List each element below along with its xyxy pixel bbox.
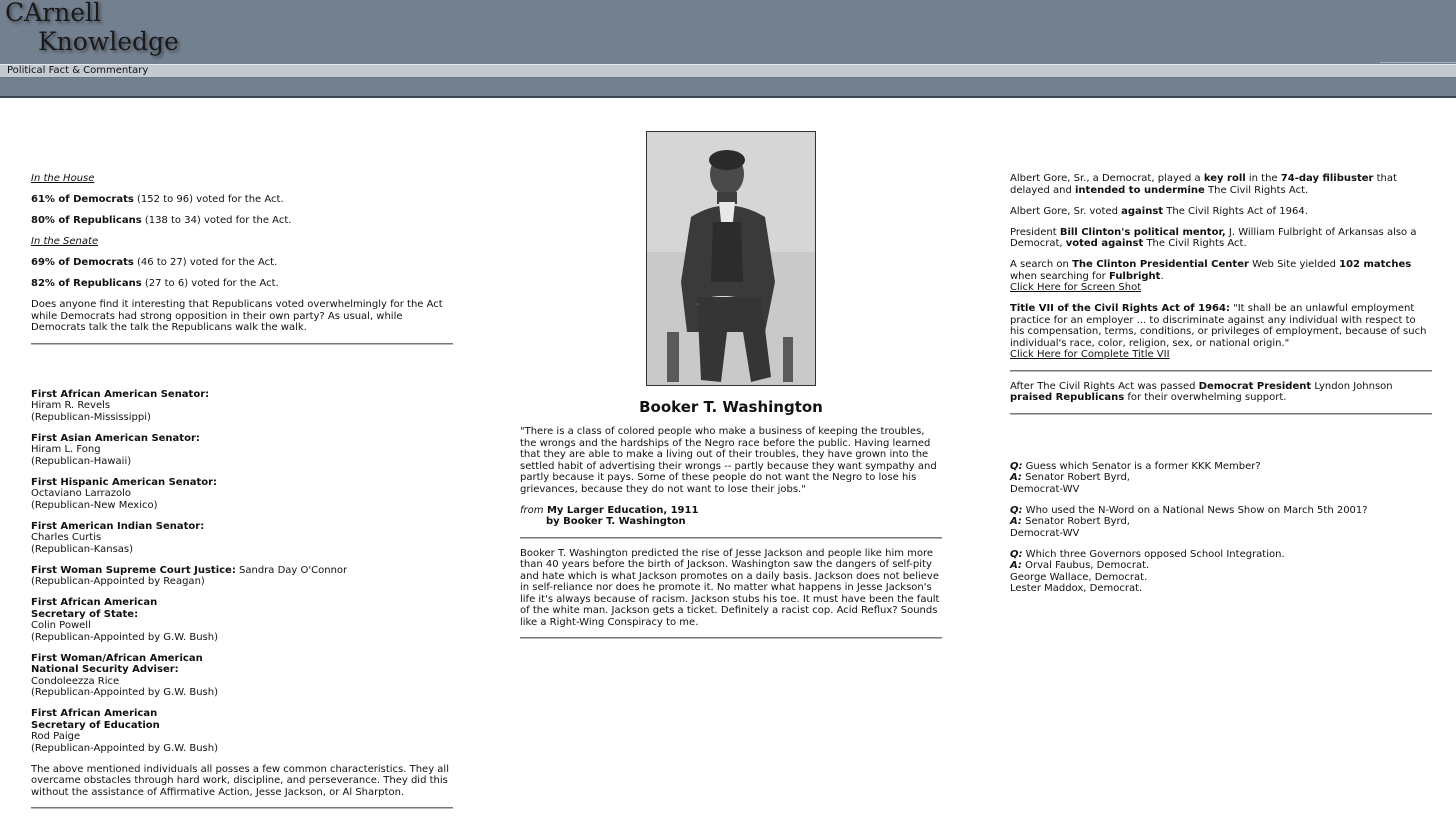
title-vii-link[interactable]: Click Here for Complete Title VII — [1010, 349, 1170, 360]
first-senator-entry: First American Indian Senator: Charles Curtis (Republican-Kansas) — [31, 520, 205, 555]
question-label: Q: — [1010, 460, 1023, 472]
title-vii-paragraph: Title VII of the Civil Rights Act of 1964: "It shall be an unlawful employment practice for an employer ... to discriminate against any individual with respect to his compensation, terms, conditions, or privileges of employment, because of such individual's race, color, religion, sex, or national origin." — [1010, 303, 1427, 349]
washington-quote: "There is a class of colored people who make a business of keeping the troubles, the wrongs and the hardships of the Negro race before the public. Having learned that they are able to make a living out of their troubles, they have grown into the settled habit of advertising their wrongs -- partly because they want sympathy and partly because it pays. Some of these people do not want the Negro to lose his grievances, because they do not want to lose their jobs." — [520, 426, 937, 495]
firsts-commentary: The above mentioned individuals all posses a few common characteristics. They all overcame obstacles through hard work, discipline, and perseverance. They did this without the assistance of Affirmative Action, Jesse Jackson, or Al Sharpton. — [31, 763, 449, 798]
site-tagline: Political Fact & Commentary — [7, 65, 149, 76]
quote-author: by Booker T. Washington — [546, 516, 686, 527]
banner-divider — [1380, 62, 1456, 63]
first-senator-entry: First African American Senator: Hiram R. Revels (Republican-Mississippi) — [31, 388, 210, 423]
house-democrats-stat: 61% of Democrats (152 to 96) voted for the Act. — [31, 194, 284, 205]
answer-label: A: — [1010, 560, 1022, 571]
right-column — [1010, 173, 1432, 604]
vote-commentary: Does anyone find it interesting that Republicans voted overwhelmingly for the Act while Democrats had strong opposition in their own party? As usual, while Democrats talk the talk the Republicans walk the walk. — [31, 299, 443, 333]
screenshot-link[interactable]: Click Here for Screen Shot — [1010, 282, 1142, 293]
section-divider — [1010, 370, 1432, 372]
gore-vote-paragraph: Albert Gore, Sr. voted against The Civil Rights Act of 1964. — [1010, 205, 1308, 217]
nav-bar — [0, 78, 1456, 98]
clinton-center-paragraph: A search on The Clinton Presidential Center Web Site yielded 102 matches when searching for Fulbright. — [1010, 259, 1412, 282]
qa-item: Q: Guess which Senator is a former KKK Member? A: Senator Robert Byrd, Democrat-WV — [1010, 460, 1261, 495]
qa-item: Q: Who used the N-Word on a National News Show on March 5th 2001? A: Senator Robert Byrd, Democrat-WV — [1010, 504, 1368, 539]
johnson-paragraph: After The Civil Rights Act was passed Democrat President Lyndon Johnson praised Republicans for their overwhelming support. — [1010, 380, 1393, 403]
fulbright-paragraph: President Bill Clinton's political mentor, J. William Fulbright of Arkansas also a Democrat, voted against The Civil Rights Act. — [1010, 226, 1417, 249]
tagline-bar — [0, 64, 1456, 78]
qa-item: Q: Which three Governors opposed School Integration. A: Orval Faubus, Democrat. George Wallace, Democrat. Lester Maddox, Democrat. — [1010, 548, 1285, 594]
first-secretary-state-entry: First African American Secretary of State: Colin Powell (Republican-Appointed by G.W. Bush) — [31, 597, 218, 643]
house-heading: In the House — [31, 173, 95, 184]
middle-column — [520, 131, 942, 639]
first-nsa-entry: First Woman/African American National Security Adviser: Condoleezza Rice (Republican-Appointed by G.W. Bush) — [31, 652, 218, 698]
section-divider — [520, 537, 942, 539]
senate-republicans-stat: 82% of Republicans (27 to 6) voted for the Act. — [31, 278, 279, 289]
house-republicans-stat: 80% of Republicans (138 to 34) voted for the Act. — [31, 215, 292, 226]
senate-heading: In the Senate — [31, 236, 99, 247]
answer-label: A: — [1010, 472, 1022, 483]
section-divider — [31, 807, 453, 809]
site-logo-line1[interactable]: CArnell — [5, 0, 102, 27]
portrait-image — [647, 132, 815, 385]
first-justice-entry: First Woman Supreme Court Justice: Sandra Day O'Connor (Republican-Appointed by Reagan) — [31, 564, 348, 587]
section-divider — [520, 637, 942, 639]
first-senator-entry: First Hispanic American Senator: Octaviano Larrazolo (Republican-New Mexico) — [31, 476, 218, 511]
first-senator-entry: First Asian American Senator: Hiram L. Fong (Republican-Hawaii) — [31, 432, 200, 467]
site-logo-line2[interactable]: Knowledge — [38, 27, 179, 56]
first-secretary-education-entry: First African American Secretary of Education Rod Paige (Republican-Appointed by G.W. Bush) — [31, 708, 218, 754]
answer-label: A: — [1010, 516, 1022, 527]
booker-washington-portrait — [646, 131, 816, 386]
jackson-commentary: Booker T. Washington predicted the rise of Jesse Jackson and people like him more than 40 years before the birth of Jackson. Washington saw the dangers of self-pity and hate which is what Jackson promotes on a daily basis. Jackson does not believe in self-reliance nor does he promote it. No matter what happens in Jesse Jackson's life it's always because of racism. Jackson stubs his toe. It must have been the fault of the white man. Jackson gets a ticket. Definitely a racist cop. Acid Reflux? Sounds like a Right-Wing Conspiracy to me. — [520, 547, 940, 628]
question-label: Q: — [1010, 504, 1023, 516]
header-banner — [0, 0, 1456, 64]
question-label: Q: — [1010, 548, 1023, 560]
quote-source: from My Larger Education, 1911 — [520, 504, 699, 516]
portrait-caption: Booker T. Washington — [639, 398, 823, 416]
senate-democrats-stat: 69% of Democrats (46 to 27) voted for the Act. — [31, 257, 278, 268]
gore-filibuster-paragraph: Albert Gore, Sr., a Democrat, played a key roll in the 74-day filibuster that delayed and intended to undermine The Civil Rights Act. — [1010, 173, 1397, 196]
left-column — [31, 173, 453, 809]
